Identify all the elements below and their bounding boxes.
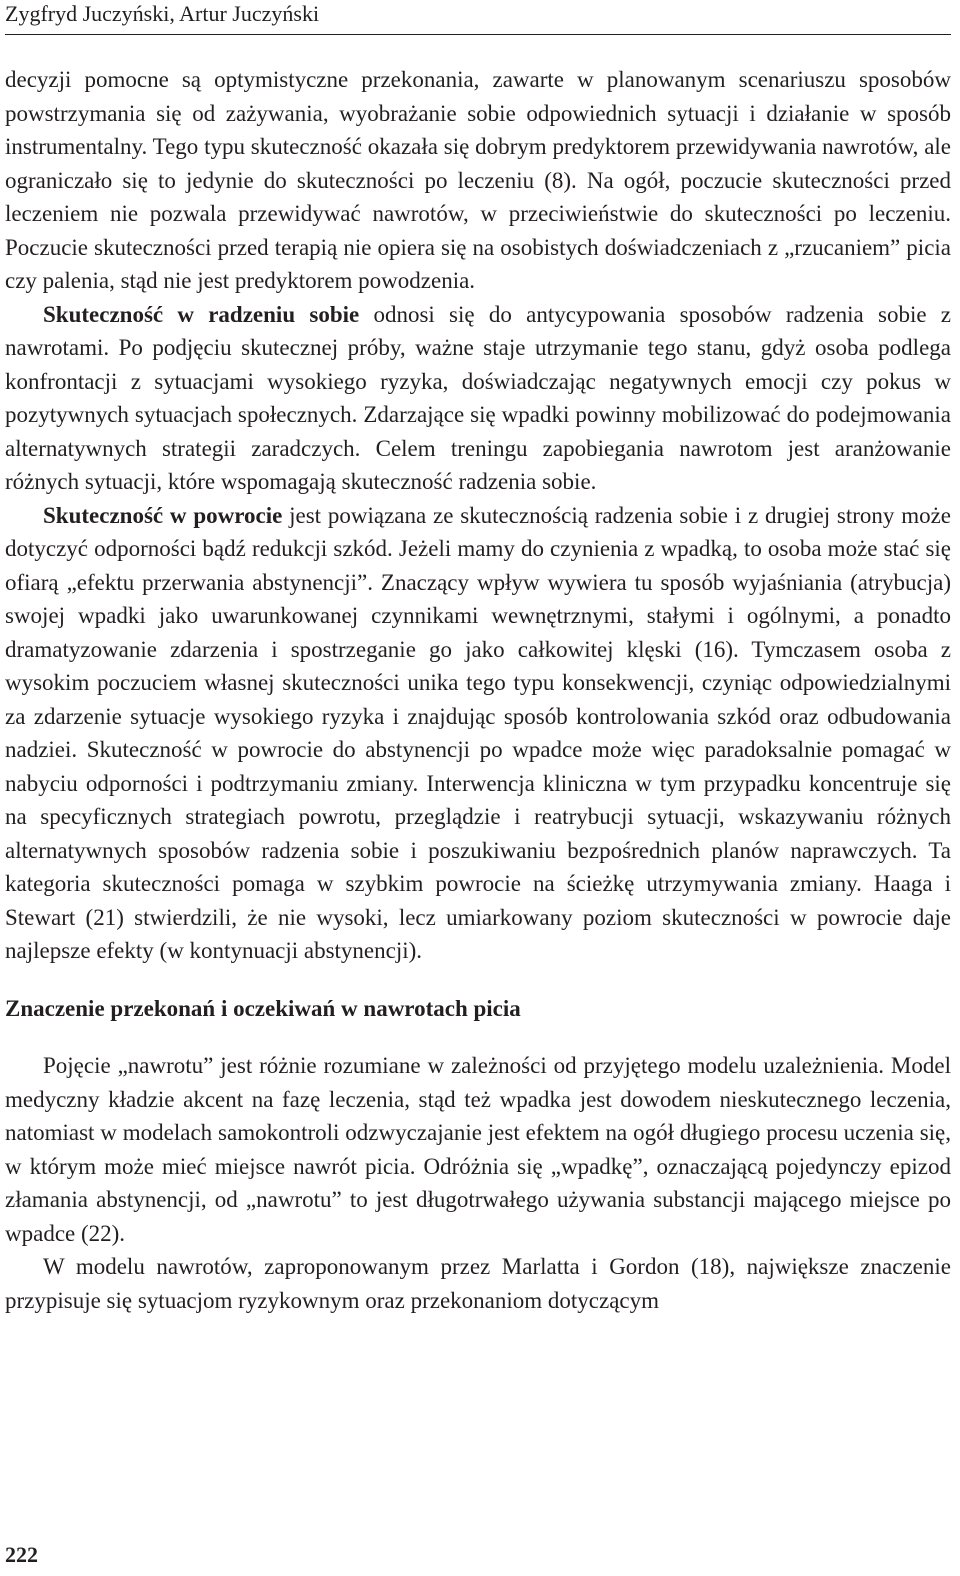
paragraph: W modelu nawrotów, zaproponowanym przez Marlatta i Gordon (18), największe znaczenie przypisuje się sytuacjom ryzykownym oraz przekonaniom dotyczącym: [5, 1254, 951, 1313]
term-recovery-efficacy: Skuteczność w powrocie: [43, 502, 283, 528]
section-heading: Znaczenie przekonań i oczekiwań w nawrotach picia: [5, 995, 521, 1021]
paragraph: Pojęcie „nawrotu” jest różnie rozumiane w zależności od przyjętego modelu uzależnienia. Model medyczny kładzie akcent na fazę leczenia, stąd też wpadka jest dowodem nieskutecznego leczenia, natomiast w modelach samokontroli odzwyczajanie jest efektem na ogół długiego procesu uczenia się, w którym może mieć miejsce nawrót picia. Odróżnia się „wpadkę”, oznaczającą pojedynczy epizod złamania abstynencji, od „nawrotu” to jest długotrwałego używania substancji mającego miejsce po wpadce (22).: [5, 1053, 951, 1246]
page-number: 222: [5, 1542, 38, 1567]
paragraph: [5, 499, 951, 968]
paragraph: [5, 298, 951, 499]
paragraph-text: odnosi się do antycypowania sposobów radzenia sobie z nawrotami. Po podjęciu skutecznej próby, ważne staje utrzymanie tego stanu, gdyż osoba podlega konfrontacji z sytuacjami wysokiego ryzyka, doświadczając negatywnych emocji czy pokus w pozytywnych sytuacjach społecznych. Zdarzające się wpadki powinny mobilizować do podejmowania alternatywnych strategii zaradczych. Celem treningu zapobiegania nawrotom jest aranżowanie różnych sytuacji, które wspomagają skuteczność radzenia sobie.: [5, 301, 951, 494]
running-head: Zygfryd Juczyński, Artur Juczyński: [5, 0, 951, 35]
paragraph: decyzji pomocne są optymistyczne przekonania, zawarte w planowanym scenariuszu sposobów powstrzymania się od zażywania, wyobrażanie sobie odpowiednich sytuacji i działanie w sposób instrumentalny. Tego typu skuteczność okazała się dobrym predyktorem przewidywania nawrotów, ale ograniczało się to jedynie do skuteczności po leczeniu (8). Na ogół, poczucie skuteczności przed leczeniem nie pozwala przewidywać nawrotów, w przeciwieństwie do skuteczności po leczeniu. Poczucie skuteczności przed terapią nie opiera się na osobistych doświadczeniach z „rzucaniem” picia czy palenia, stąd nie jest predyktorem powodzenia.: [5, 67, 951, 293]
paragraph-text: jest powiązana ze skutecznością radzenia sobie i z drugiej strony może dotyczyć odporności bądź redukcji szkód. Jeżeli mamy do czynienia z wpadką, to osoba może stać się ofiarą „efektu przerwania abstynencji”. Znaczący wpływ wywiera tu sposób wyjaśniania (atrybucja) swojej wpadki jako uwarunkowanej czynnikami wewnętrznymi, stałymi i ogólnymi, a ponadto dramatyzowanie zdarzenia i spostrzeganie go jako całkowitej klęski (16). Tymczasem osoba z wysokim poczuciem własnej skuteczności unika tego typu konsekwencji, czyniąc odpowiedzialnymi za zdarzenie sytuacje wysokiego ryzyka i znajdując sposób kontrolowania szkód oraz odbudowania nadziei. Skuteczność w powrocie do abstynencji po wpadce może więc paradoksalnie pomagać w nabyciu odporności i podtrzymaniu zmiany. Interwencja kliniczna w tym przypadku koncentruje się na specyficznych strategiach powrotu, przeglądzie i reatrybucji sytuacji, wskazywaniu różnych alternatywnych sposobów radzenia sobie i poszukiwaniu bezpośrednich planów naprawczych. Ta kategoria skuteczności pomaga w szybkim powrocie na ścieżkę utrzymywania zmiany. Haaga i Stewart (21) stwierdzili, że nie wysoki, lecz umiarkowany poziom skuteczności w powrocie daje najlepsze efekty (w kontynuacji abstynencji).: [5, 502, 951, 963]
body-text: [5, 63, 951, 1317]
term-coping-efficacy: Skuteczność w radzeniu sobie: [43, 301, 360, 327]
